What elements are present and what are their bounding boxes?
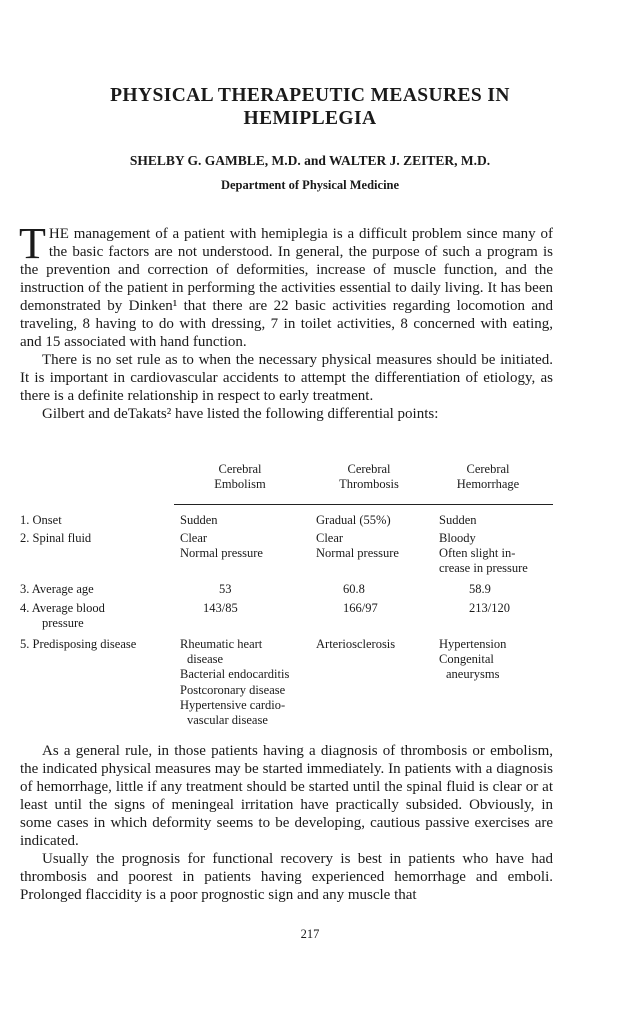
row-predisposing-label: 5. Predisposing disease [20, 637, 137, 651]
table-header-rule [174, 504, 553, 505]
row-predisposing-embolism: Rheumatic heart disease Bacterial endocarditis Postcoronary disease Hypertensive cardio- vascular disease [180, 637, 290, 728]
row-spinal-fluid-embolism: Clear Normal pressure [180, 531, 263, 561]
paragraph-1 [19, 219, 553, 351]
row-onset-thrombosis: Gradual (55%) [316, 513, 391, 527]
title-line-2: HEMIPLEGIA [243, 108, 377, 129]
authors: SHELBY G. GAMBLE, M.D. and WALTER J. ZEITER, M.D. [129, 153, 491, 168]
row-blood-pressure-hemorrhage: 213/120 [469, 601, 510, 615]
title-line-1: PHYSICAL THERAPEUTIC MEASURES IN [110, 85, 510, 106]
paragraph-2: There is no set rule as to when the necessary physical measures should be initiated. It is important in cardiovascular accidents to attempt the differentiation of etiology, as there is a definite relationship in respect to early treatment. [20, 352, 553, 404]
row-onset-embolism: Sudden [180, 513, 218, 527]
row-average-age-hemorrhage: 58.9 [469, 582, 491, 596]
row-blood-pressure-embolism: 143/85 [203, 601, 238, 615]
row-average-age-thrombosis: 60.8 [343, 582, 365, 596]
paragraph-1-text: HE management of a patient with hemiplegia is a difficult problem since many of the basic factors are not understood. In general, the purpose of such a program is the prevention and correction of deformities, increase of muscle function, and the instruction of the patient in performing the activities essential to daily living. It has been demonstrated by Dinken¹ that there are 22 basic activities regarding locomotion and traveling, 8 having to do with dressing, 7 in toilet activities, 8 concerned with eating, and 15 associated with hand function. [20, 226, 553, 350]
row-predisposing-hemorrhage: Hypertension Congenital aneurysms [439, 637, 507, 682]
page-number: 217 [300, 927, 320, 941]
row-average-age-embolism: 53 [219, 582, 232, 596]
row-blood-pressure-label: 4. Average blood pressure [20, 601, 105, 631]
col-header-thrombosis: Cerebral Thrombosis [339, 462, 399, 492]
discussion-section [20, 742, 553, 904]
row-spinal-fluid-label: 2. Spinal fluid [20, 531, 92, 545]
row-predisposing-thrombosis: Arteriosclerosis [316, 637, 396, 651]
paragraph-3: Gilbert and deTakats² have listed the following differential points: [42, 406, 439, 422]
row-onset-hemorrhage: Sudden [439, 513, 477, 527]
paragraph-4: As a general rule, in those patients having a diagnosis of thrombosis or embolism, the indicated physical measures may be started immediately. In patients with a diagnosis of hemorrhage, little if any treatment should be started until the spinal fluid is clear or at least until the signs of meningeal irritation have practically subsided. Obviously, in some cases in which deformity seems to be developing, cautious passive exercises are indicated. [20, 743, 553, 849]
article-title [20, 84, 600, 130]
row-onset-label: 1. Onset [20, 513, 62, 527]
col-header-hemorrhage: Cerebral Hemorrhage [456, 462, 520, 492]
col-header-embolism: Cerebral Embolism [214, 462, 266, 492]
department: Department of Physical Medicine [220, 178, 400, 192]
row-spinal-fluid-hemorrhage: Bloody Often slight in- crease in pressure [439, 531, 528, 576]
row-spinal-fluid-thrombosis: Clear Normal pressure [316, 531, 399, 561]
intro-section [19, 219, 553, 423]
row-blood-pressure-thrombosis: 166/97 [343, 601, 378, 615]
row-average-age-label: 3. Average age [20, 582, 94, 596]
drop-cap: T [19, 219, 46, 268]
paragraph-5: Usually the prognosis for functional recovery is best in patients who have had thrombosis and poorest in patients having experienced hemorrhage and emboli. Prolonged flaccidity is a poor prognostic sign and any muscle that [20, 851, 553, 903]
